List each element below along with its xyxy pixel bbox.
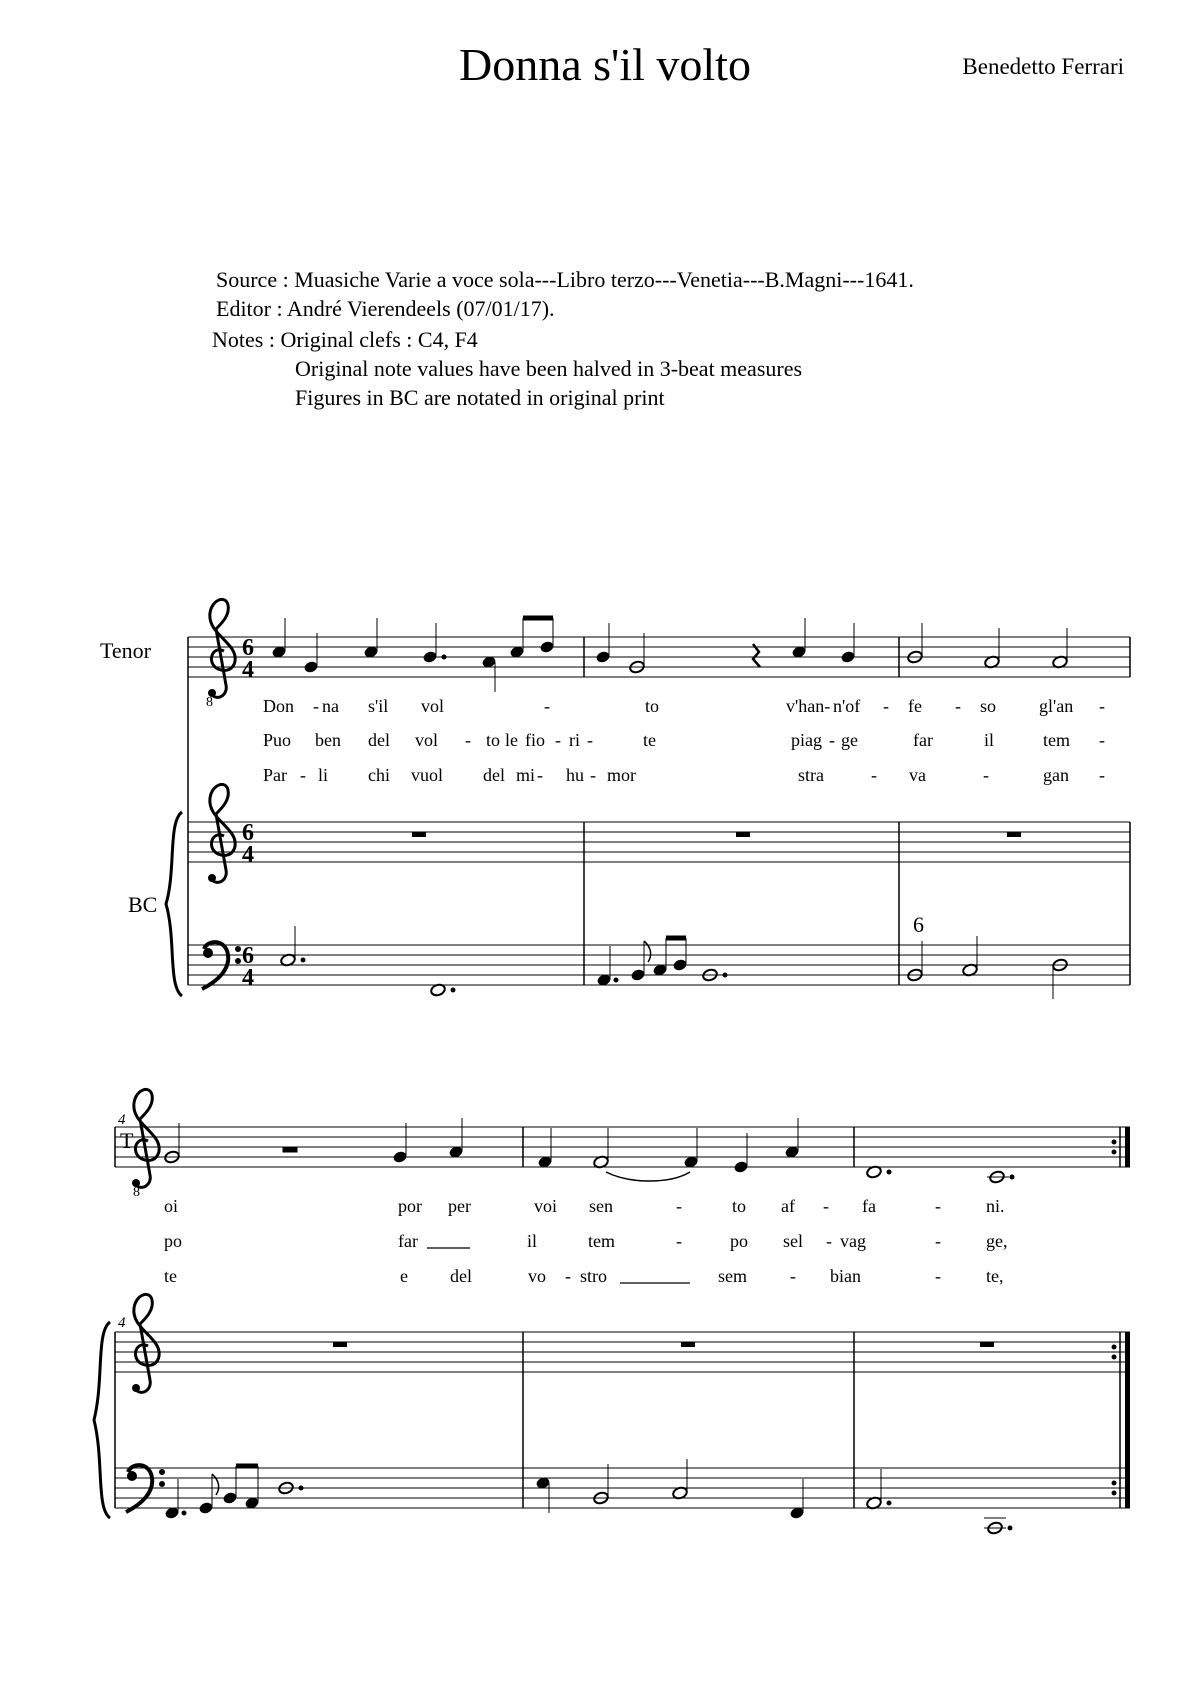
svg-text:po: po [730, 1231, 748, 1251]
bc-rests-2 [333, 1342, 994, 1347]
svg-text:-: - [1099, 696, 1105, 716]
svg-text:piag: piag [791, 730, 822, 750]
svg-text:gan: gan [1043, 765, 1069, 785]
bc-bass-staff-2 [115, 1468, 1130, 1508]
svg-text:n'of: n'of [833, 696, 861, 716]
svg-text:bian: bian [830, 1266, 861, 1286]
svg-text:sen: sen [589, 1196, 613, 1216]
svg-text:to: to [486, 730, 501, 750]
svg-text:6: 6 [242, 635, 254, 661]
svg-text:fe: fe [908, 696, 922, 716]
bc-brace-1 [166, 812, 182, 996]
svg-text:-: - [587, 730, 593, 750]
treble-clef-icon [208, 784, 235, 882]
svg-text:6: 6 [242, 943, 254, 969]
bc-brace-2 [94, 1322, 110, 1518]
composer-name: Benedetto Ferrari [962, 54, 1124, 79]
svg-text:s'il: s'il [368, 696, 389, 716]
svg-text:-: - [1099, 730, 1105, 750]
svg-text:te,: te, [986, 1266, 1004, 1286]
svg-text:-: - [935, 1231, 941, 1251]
octave-mark: 8 [133, 1185, 140, 1200]
editor-line: Editor : André Vierendeels (07/01/17). [216, 296, 555, 321]
svg-text:-: - [555, 730, 561, 750]
svg-text:af: af [781, 1196, 795, 1216]
svg-text:le: le [505, 730, 518, 750]
svg-text:mor: mor [607, 765, 636, 785]
bc-bass-notes-2 [165, 1459, 1012, 1535]
svg-text:po: po [164, 1231, 182, 1251]
svg-text:mi: mi [516, 765, 536, 785]
svg-text:-: - [983, 765, 989, 785]
svg-text:te: te [164, 1266, 177, 1286]
svg-text:-: - [935, 1266, 941, 1286]
svg-text:oi: oi [164, 1196, 179, 1216]
bass-clef-icon [202, 942, 241, 989]
svg-text:to: to [645, 696, 660, 716]
lyrics-2 [164, 1196, 1008, 1286]
svg-text:-: - [871, 765, 877, 785]
tenor-label: Tenor [100, 638, 151, 663]
svg-text:del: del [483, 765, 505, 785]
svg-text:-: - [935, 1196, 941, 1216]
svg-text:gl'an: gl'an [1039, 696, 1074, 716]
svg-text:-: - [544, 696, 550, 716]
svg-text:far: far [398, 1231, 418, 1251]
svg-text:-: - [829, 730, 835, 750]
system-1 [100, 599, 1130, 999]
svg-text:por: por [398, 1196, 422, 1216]
figured-bass: 6 [913, 912, 924, 937]
svg-text:-: - [313, 696, 319, 716]
svg-text:li: li [318, 765, 329, 785]
source-line: Source : Muasiche Varie a voce sola---Libro terzo---Venetia---B.Magni---1641. [216, 267, 914, 292]
verse-3 [263, 765, 1105, 785]
octave-mark: 8 [206, 695, 213, 710]
svg-text:-: - [537, 765, 543, 785]
barlines-1 [584, 637, 1130, 985]
svg-text:ben: ben [315, 730, 341, 750]
svg-text:e: e [400, 1266, 408, 1286]
svg-text:-: - [883, 696, 889, 716]
bc-treble-staff-2 [115, 1332, 1130, 1372]
tenor-notes-1 [272, 618, 1068, 692]
svg-text:to: to [732, 1196, 747, 1216]
svg-text:-: - [823, 1196, 829, 1216]
bc-treble-staff-1 [188, 822, 1130, 862]
svg-text:ge: ge [841, 730, 858, 750]
svg-text:Par: Par [263, 765, 287, 785]
svg-text:ni.: ni. [986, 1196, 1005, 1216]
verse-2 [263, 730, 1105, 750]
svg-text:il: il [527, 1231, 538, 1251]
svg-text:-: - [565, 1266, 571, 1286]
tenor-notes-2 [164, 1118, 1014, 1184]
svg-text:-: - [1099, 765, 1105, 785]
svg-text:ge,: ge, [986, 1231, 1008, 1251]
svg-text:na: na [322, 696, 339, 716]
note-values-line: Original note values have been halved in 3-beat measures [295, 356, 803, 381]
time-signature-1 [242, 635, 254, 991]
svg-text:del: del [368, 730, 390, 750]
treble-clef-icon [132, 1294, 159, 1392]
svg-text:per: per [448, 1196, 471, 1216]
figures-line: Figures in BC are notated in original print [295, 385, 665, 410]
svg-text:-: - [300, 765, 306, 785]
bc-bass-notes-1 [280, 926, 1069, 999]
svg-text:-: - [676, 1231, 682, 1251]
svg-text:ri: ri [569, 730, 580, 750]
svg-text:te: te [643, 730, 656, 750]
lyrics-1 [263, 696, 1105, 785]
svg-text:sel: sel [783, 1231, 803, 1251]
svg-text:-: - [590, 765, 596, 785]
svg-text:chi: chi [368, 765, 390, 785]
measure-number: 4 [118, 1112, 126, 1128]
svg-text:Don: Don [263, 696, 294, 716]
svg-text:6: 6 [242, 820, 254, 846]
svg-text:4: 4 [242, 842, 254, 868]
svg-text:fa: fa [862, 1196, 876, 1216]
verse-2 [164, 1231, 1008, 1251]
treble-clef-icon [132, 1089, 159, 1187]
svg-text:vuol: vuol [411, 765, 444, 785]
svg-text:hu: hu [566, 765, 584, 785]
svg-text:vag: vag [840, 1231, 866, 1251]
svg-text:vol: vol [421, 696, 445, 716]
svg-text:tem: tem [588, 1231, 615, 1251]
svg-text:Puo: Puo [263, 730, 292, 750]
svg-text:4: 4 [242, 965, 254, 991]
measure-number: 4 [118, 1315, 126, 1331]
bass-clef-icon [126, 1465, 165, 1512]
tenor-staff-2 [115, 1127, 1130, 1167]
bc-label: BC [128, 892, 158, 917]
system-2 [94, 1089, 1130, 1535]
svg-text:vol: vol [415, 730, 439, 750]
svg-text:-: - [826, 1231, 832, 1251]
svg-text:stra: stra [798, 765, 824, 785]
treble-clef-icon [208, 599, 235, 697]
svg-text:so: so [980, 696, 997, 716]
svg-text:stro: stro [580, 1266, 607, 1286]
svg-text:-: - [465, 730, 471, 750]
svg-text:vo: vo [528, 1266, 546, 1286]
tenor-short-label: T [120, 1128, 134, 1153]
verse-1 [164, 1196, 1005, 1216]
svg-text:tem: tem [1043, 730, 1070, 750]
svg-text:-: - [790, 1266, 796, 1286]
svg-text:sem: sem [718, 1266, 747, 1286]
svg-text:v'han-: v'han- [786, 696, 831, 716]
svg-text:va: va [909, 765, 926, 785]
svg-text:4: 4 [242, 657, 254, 683]
barlines-2 [523, 1127, 1120, 1508]
svg-text:fio: fio [525, 730, 545, 750]
svg-text:il: il [984, 730, 995, 750]
verse-1 [263, 696, 1105, 716]
bc-rests-1 [412, 832, 1021, 837]
svg-text:far: far [913, 730, 933, 750]
bc-bass-staff-1 [188, 945, 1130, 985]
verse-3 [164, 1266, 1004, 1286]
svg-text:del: del [450, 1266, 472, 1286]
notes-line: Notes : Original clefs : C4, F4 [212, 327, 478, 352]
svg-text:voi: voi [534, 1196, 558, 1216]
page-title: Donna s'il volto [459, 39, 751, 90]
svg-text:-: - [676, 1196, 682, 1216]
svg-text:-: - [955, 696, 961, 716]
